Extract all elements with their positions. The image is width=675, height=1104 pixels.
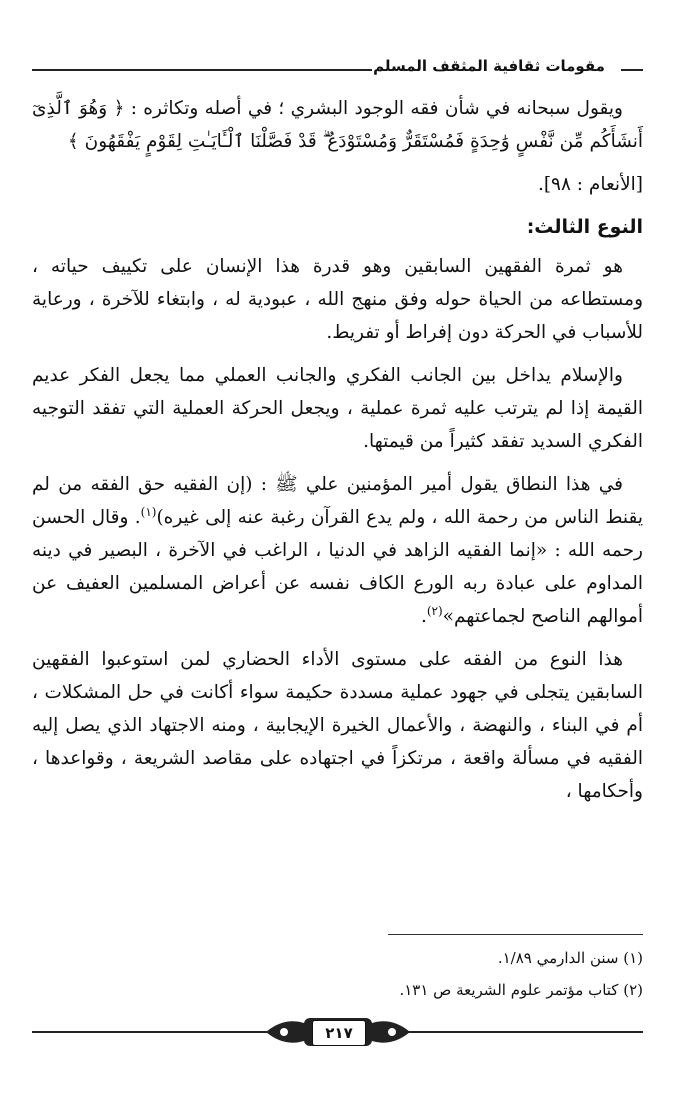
quote-end: . — [420, 606, 427, 627]
paragraph-third-type: هو ثمرة الفقهين السابقين وهو قدرة هذا الإنسان على تكييف حياته ، ومستطاعه من الحياة حوله وفق منهج الله ، عبودية له ، وابتغاء للآخرة ، ورعاية للأسباب في الحركة دون إفراط أو تفريط. — [32, 256, 643, 343]
footnote-ref-2[interactable]: (٢) — [426, 603, 443, 618]
quote-ali: في هذا النطاق يقول أمير المؤمنين علي ﷺ : (إن الفقيه حق الفقه من لم يقنط الناس من رحمة الله ، ولم يدع القرآن رغبة عنه إلى غيره) — [32, 474, 643, 528]
header-rule-right — [621, 69, 643, 71]
header-rule-left — [32, 69, 372, 71]
page-body — [32, 92, 643, 818]
section-heading: النوع الثالث: — [526, 216, 643, 238]
footnote-separator — [388, 934, 643, 935]
footnote-2: (٢) كتاب مؤتمر علوم الشريعة ص ١٣١. — [399, 981, 643, 999]
page-number: ٢١٧ — [312, 1020, 366, 1046]
footer-rule-left — [32, 1031, 267, 1033]
footnote-ref-1[interactable]: (١) — [140, 504, 157, 519]
page-footer — [32, 1015, 643, 1049]
quote-hasan: . وقال الحسن رحمه الله : «إنما الفقيه الزاهد في الدنيا ، الراغب في الآخرة ، البصير في دينه المداوم على عبادة ربه الورع الكاف نفسه عن أعراض المسلمين العفيف عن أموالهم الناصح لجماعتهم» — [32, 507, 643, 627]
running-header — [32, 58, 643, 84]
footer-rule-right — [408, 1031, 643, 1033]
running-title: مقومات ثقافية المثقف المسلم — [373, 57, 605, 75]
footnote-1: (١) سنن الدارمي ١/٨٩. — [497, 949, 643, 967]
paragraph-quran-quote: ويقول سبحانه في شأن فقه الوجود البشري ؛ في أصله وتكاثره : ﴿ وَهُوَ ٱلَّذِىٓ أَنشَأَكُم مِّن نَّفْسٍ وَٰحِدَةٍ فَمُسْتَقَرٌّ وَمُسْتَوْدَعٌ ۗ قَدْ فَصَّلْنَا ٱلْـَٔايَـٰتِ لِقَوْمٍ يَفْقَهُونَ ﴾ — [32, 98, 643, 152]
quran-reference: [الأنعام : ٩٨]. — [537, 174, 643, 195]
footnotes — [32, 942, 643, 1006]
paragraph-civilizational: هذا النوع من الفقه على مستوى الأداء الحضاري لمن استوعبوا الفقهين السابقين يتجلى في جهود عملية مسددة حكيمة سواء أكانت في حل المشكلات ، أم في البناء ، والنهضة ، والأعمال الخيرة الإيجابية ، ومنه الاجتهاد الذي يصل إليه الفقيه في مسألة واقعة ، مرتكزاً في اجتهاده على مقاصد الشريعة ، وقواعدها ، وأحكامها ، — [32, 649, 643, 802]
paragraph-quotes — [32, 468, 643, 633]
paragraph-islam-integration: والإسلام يداخل بين الجانب الفكري والجانب العملي مما يجعل الفكر عديم القيمة إذا لم يترتب عليه ثمرة عملية ، ويجعل الحركة العملية التي تفقد التوجيه الفكري السديد تفقد كثيراً من قيمتها. — [32, 365, 643, 452]
